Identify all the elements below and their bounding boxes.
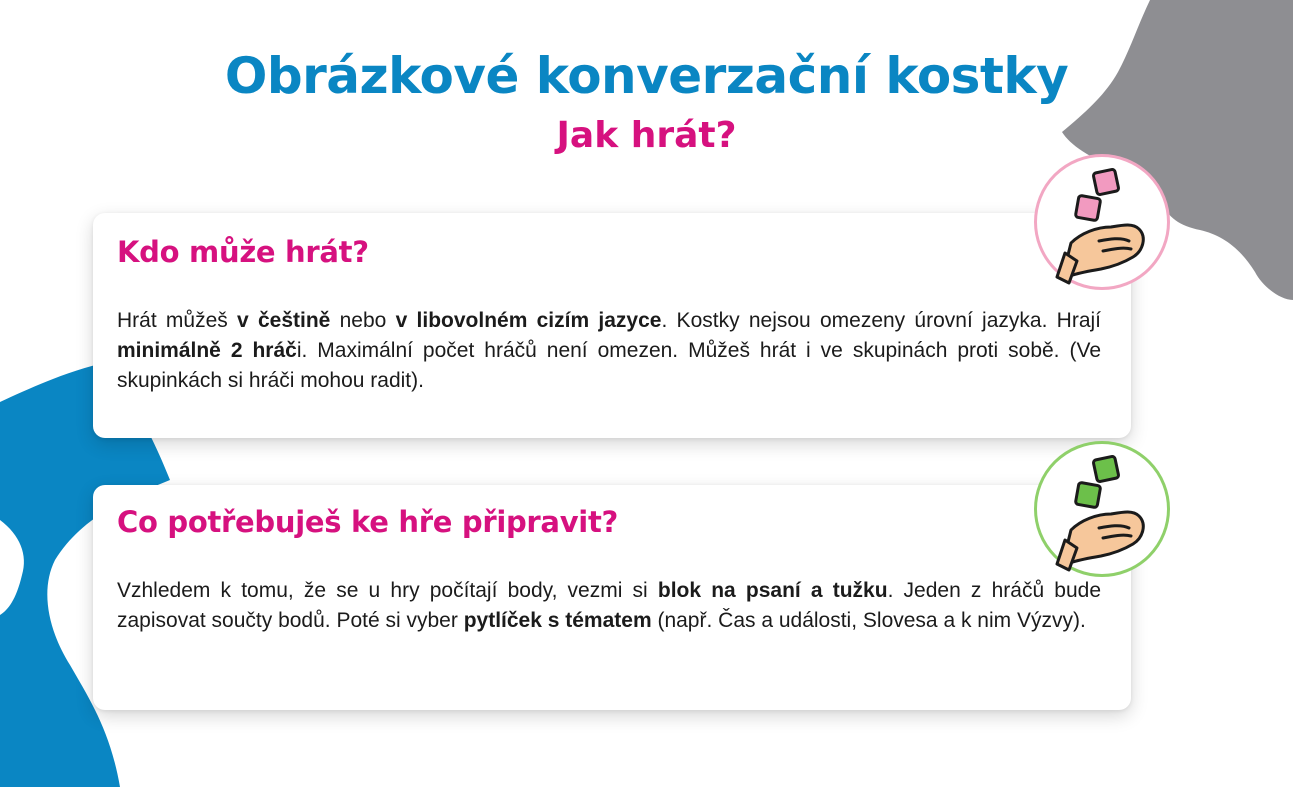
section-card-who-can-play	[93, 213, 1131, 438]
bold-text: pytlíček s tématem	[463, 609, 652, 632]
hand-with-pink-dice-icon	[1034, 154, 1170, 290]
hand-with-green-dice-icon	[1034, 441, 1170, 577]
bold-text: minimálně 2 hráč	[117, 339, 297, 362]
section-text: Hrát můžeš v češtině nebo v libovolném cizím jazyce. Kostky nejsou omezeny úrovní jazyka. Hrají minimálně 2 hráči. Maximální počet hráčů není omezen. Můžeš hrát i ve skupinách proti sobě. (Ve skupinkách si hráči mohou radit).	[117, 309, 1102, 392]
section-text: Vzhledem k tomu, že se u hry počítají body, vezmi si blok na psaní a tužku. Jeden z hráčů bude zapisovat součty bodů. Poté si vyber pytlíček s tématem (např. Čas a události, Slovesa a k nim Výzvy).	[117, 579, 1101, 632]
page-title: Obrázkové konverzační kostky	[224, 47, 1069, 105]
section-heading: Co potřebuješ ke hře připravit?	[117, 505, 619, 539]
page-subtitle: Jak hrát?	[556, 115, 737, 156]
bold-text: blok na psaní a tužku	[657, 579, 888, 602]
section-card-what-to-prepare	[93, 485, 1131, 710]
bold-text: v češtině	[237, 309, 331, 332]
bold-text: v libovolném cizím jazyce	[395, 309, 662, 332]
section-heading: Kdo může hrát?	[117, 235, 369, 269]
